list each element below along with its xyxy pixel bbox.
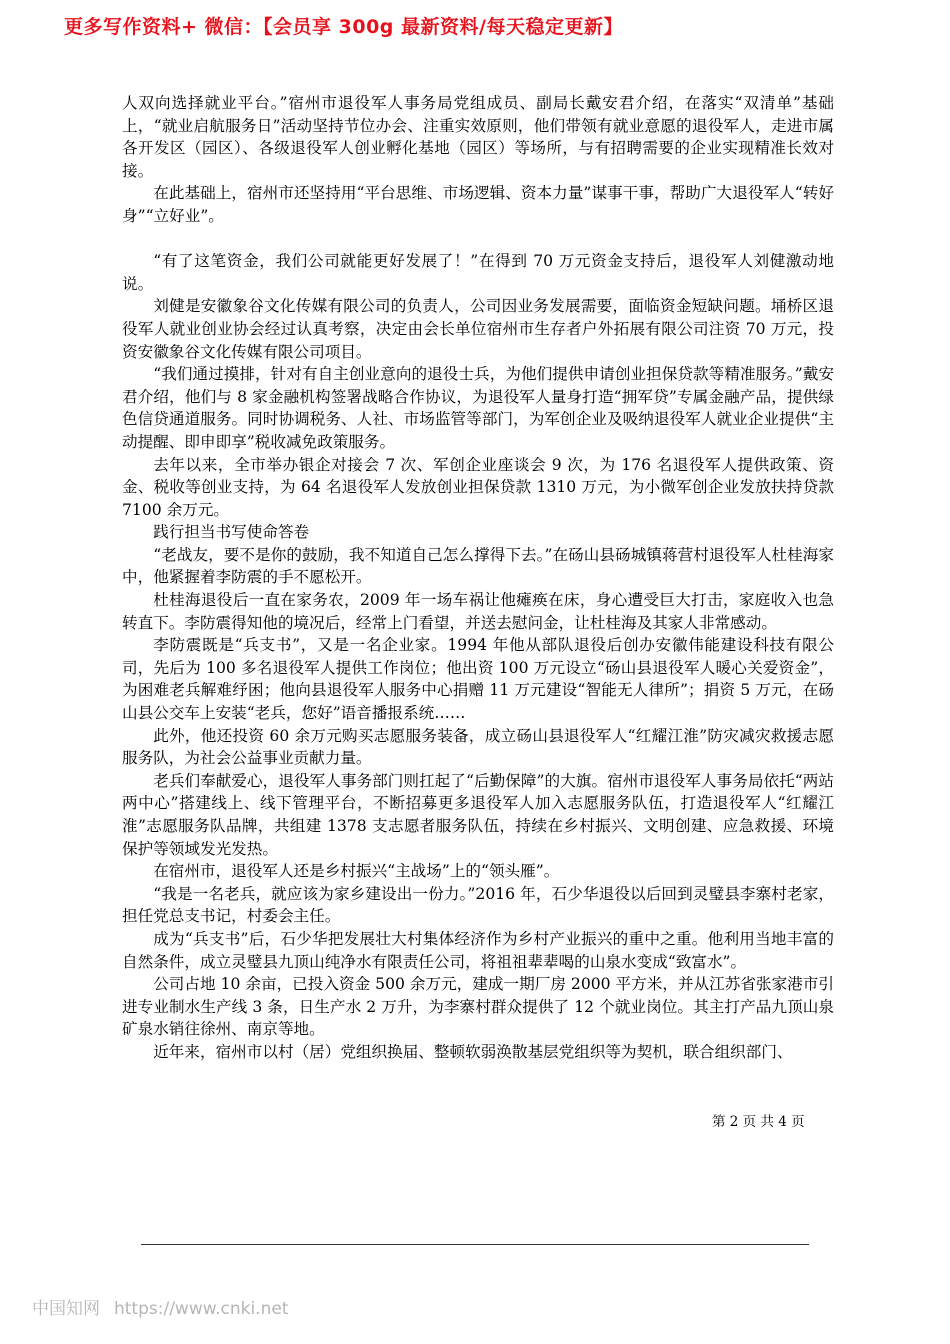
body-paragraph: 人双向选择就业平台。”宿州市退役军人事务局党组成员、副局长戴安君介绍，在落实“双清单”基础上，“就业启航服务日”活动坚持节位办会、注重实效原则，他们带领有就业意愿的退役军人，走进市属各开发区（园区）、各级退役军人创业孵化基地（园区）等场所，与有招聘需要的企业实现精准长效对接。 (122, 94, 834, 180)
cnki-watermark (32, 1294, 288, 1319)
body-paragraph: 李防震既是“兵支书”，又是一名企业家。1994 年他从部队退役后创办安徽伟能建设科技有限公司，先后为 100 多名退役军人提供工作岗位；他出资 100 万元设立“砀山县退役军人暖心关爱资金”，为困难老兵解难纾困；他向县退役军人服务中心捐赠 11 万元建设“智能无人律所”；捐资 5 万元，在砀山县公交车上安装“老兵，您好”语音播报系统…… (122, 636, 834, 723)
footer-divider (141, 1244, 809, 1245)
body-paragraph: “我是一名老兵，就应该为家乡建设出一份力。”2016 年，石少华退役以后回到灵璧县李寨村老家，担任党总支书记，村委会主任。 (122, 884, 834, 926)
body-paragraph: 近年来，宿州市以村（居）党组织换届、整顿软弱涣散基层党组织等为契机，联合组织部门、 (153, 1042, 793, 1061)
body-paragraph: “我们通过摸排，针对有自主创业意向的退役士兵，为他们提供申请创业担保贷款等精准服务。”戴安君介绍，他们与 8 家金融机构签署战略合作协议，为退役军人量身打造“拥军贷”专属金融产品，提供绿色信贷通道服务。同时协调税务、人社、市场监管等部门，为军创企业及吸纳退役军人就业企业提供“主动提醒、即申即享”税收减免政策服务。 (122, 365, 834, 451)
body-paragraph: “有了这笔资金，我们公司就能更好发展了！”在得到 70 万元资金支持后，退役军人刘健激动地说。 (122, 252, 834, 293)
watermark-brand: 中国知网 (32, 1299, 100, 1319)
section-heading: 践行担当书写使命答卷 (153, 523, 310, 542)
body-paragraph: 杜桂海退役后一直在家务农，2009 年一场车祸让他瘫痪在床，身心遭受巨大打击，家庭收入也急转直下。李防震得知他的境况后，经常上门看望，并送去慰问金，让杜桂海及其家人非常感动。 (122, 591, 834, 632)
body-paragraph: 在宿州市，退役军人还是乡村振兴“主战场”上的“领头雁”。 (153, 862, 560, 881)
body-paragraph: 去年以来，全市举办银企对接会 7 次、军创企业座谈会 9 次，为 176 名退役军人提供政策、资金、税收等创业支持，为 64 名退役军人发放创业担保贷款 1310 万元，为小微军创企业发放扶持贷款 7100 余万元。 (122, 455, 834, 519)
watermark-url: https://www.cnki.net (114, 1299, 289, 1319)
document-body (122, 92, 834, 1064)
promo-banner: 更多写作资料+ 微信：【会员享 300g 最新资料/每天稳定更新】 (64, 16, 623, 38)
body-paragraph: 公司占地 10 余亩，已投入资金 500 余万元，建成一期厂房 2000 平方米，并从江苏省张家港市引进专业制水生产线 3 条，日生产水 2 万升，为李寨村群众提供了 12 个就业岗位。其主打产品九顶山泉矿泉水销往徐州、南京等地。 (122, 975, 834, 1039)
body-paragraph: 老兵们奉献爱心，退役军人事务部门则扛起了“后勤保障”的大旗。宿州市退役军人事务局依托“两站两中心”搭建线上、线下管理平台，不断招募更多退役军人加入志愿服务队伍，打造退役军人“红耀江淮”志愿服务队品牌，共组建 1378 支志愿者服务队伍，持续在乡村振兴、文明创建、应急救援、环境保护等领域发光发热。 (122, 771, 834, 858)
blank-line (122, 228, 834, 251)
body-paragraph: “老战友，要不是你的鼓励，我不知道自己怎么撑得下去。”在砀山县砀城镇蒋营村退役军人杜桂海家中，他紧握着李防震的手不愿松开。 (122, 545, 834, 587)
page-number: 第 2 页 共 4 页 (712, 1114, 805, 1130)
body-paragraph: 此外，他还投资 60 余万元购买志愿服务装备，成立砀山县退役军人“红耀江淮”防灾减灾救援志愿服务队，为社会公益事业贡献力量。 (122, 726, 834, 768)
body-paragraph: 刘健是安徽象谷文化传媒有限公司的负责人，公司因业务发展需要，面临资金短缺问题。埇桥区退役军人就业创业协会经过认真考察，决定由会长单位宿州市生存者户外拓展有限公司注资 70 万元，投资安徽象谷文化传媒有限公司项目。 (122, 297, 834, 361)
body-paragraph: 成为“兵支书”后，石少华把发展壮大村集体经济作为乡村产业振兴的重中之重。他利用当地丰富的自然条件，成立灵璧县九顶山纯净水有限责任公司，将祖祖辈辈喝的山泉水变成“致富水”。 (122, 929, 834, 971)
body-paragraph: 在此基础上，宿州市还坚持用“平台思维、市场逻辑、资本力量”谋事干事，帮助广大退役军人“转好身”“立好业”。 (122, 184, 834, 225)
